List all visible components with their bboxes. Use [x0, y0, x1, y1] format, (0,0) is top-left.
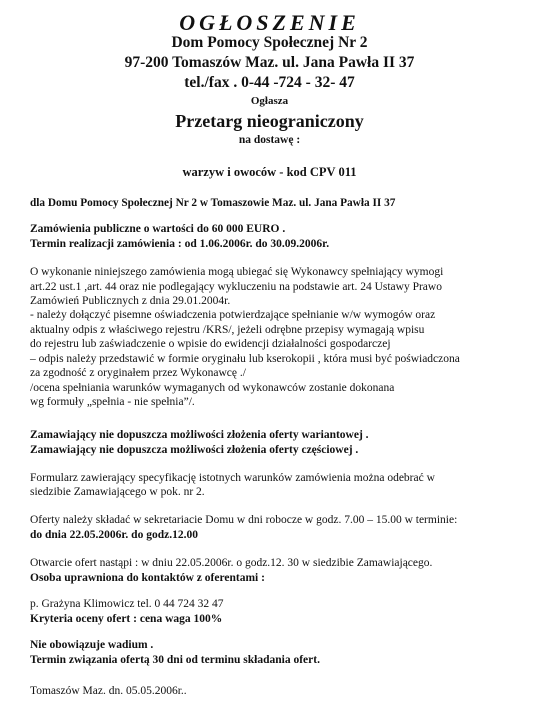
condition-line: art.22 ust.1 ,art. 44 oraz nie podlegający wykluczeniu na podstawie art. 24 Ustawy Prawo: [30, 281, 442, 293]
opening-line: Otwarcie ofert nastąpi : w dniu 22.05.2006r. o godz.12. 30 w siedzibie Zamawiającego.: [30, 557, 433, 569]
term-line: Termin realizacji zamówienia : od 1.06.2006r. do 30.09.2006r.: [30, 238, 330, 250]
condition-line: aktualny odpis z właściwego rejestru /KRS/, jeżeli odrębne przepisy wymagają wpisu: [30, 324, 425, 336]
evaluation-criteria: Kryteria oceny ofert : cena waga 100%: [30, 613, 223, 625]
announces-label: Ogłasza: [250, 95, 289, 107]
value-line: Zamówienia publiczne o wartości do 60 000 EURO .: [30, 223, 286, 235]
offers-deadline: do dnia 22.05.2006r. do godz.12.00: [30, 529, 198, 541]
place-and-date: Tomaszów Maz. dn. 05.05.2006r..: [30, 685, 187, 697]
condition-line: Zamówień Publicznych z dnia 29.01.2004r.: [30, 295, 231, 307]
document-title: OGŁOSZENIE: [179, 10, 360, 35]
condition-line: za zgodność z oryginałem przez Wykonawcę ./: [30, 367, 246, 379]
tender-subject: warzyw i owoców - kod CPV 011: [182, 165, 357, 179]
binding-period-line: Termin związania ofertą 30 dni od terminu składania ofert.: [30, 654, 320, 666]
condition-line: wg formuły „spełnia - nie spełnia”/.: [30, 396, 195, 408]
no-variant-offers: Zamawiający nie dopuszcza możliwości złożenia oferty wariantowej .: [30, 429, 369, 441]
organization-address: 97-200 Tomaszów Maz. ul. Jana Pawła II 37: [124, 54, 415, 71]
condition-line: /ocena spełniania warunków wymaganych od wykonawców zostanie dokonana: [30, 382, 395, 394]
condition-line: - należy dołączyć pisemne oświadczenia potwierdzające spełnianie w/w wymogów oraz: [30, 309, 436, 321]
no-deposit-line: Nie obowiązuje wadium .: [30, 639, 154, 651]
no-partial-offers: Zamawiający nie dopuszcza możliwości złożenia oferty częściowej .: [30, 444, 359, 456]
offers-submission-line: Oferty należy składać w sekretariacie Domu w dni robocze w godz. 7.00 – 15.00 w terminie:: [30, 514, 458, 526]
delivery-label: na dostawę :: [238, 134, 301, 146]
condition-line: O wykonanie niniejszego zamówienia mogą ubiegać się Wykonawcy spełniający wymogi: [30, 266, 444, 278]
organization-phone: tel./fax . 0-44 -724 - 32- 47: [184, 74, 355, 91]
contact-label: Osoba uprawniona do kontaktów z oferentami :: [30, 572, 265, 584]
specification-line: Formularz zawierający specyfikację istotnych warunków zamówienia można odebrać w: [30, 472, 435, 484]
contact-person: p. Grażyna Klimowicz tel. 0 44 724 32 47: [30, 598, 224, 610]
recipient-line: dla Domu Pomocy Społecznej Nr 2 w Tomaszowie Maz. ul. Jana Pawła II 37: [30, 197, 396, 209]
condition-line: – odpis należy przedstawić w formie oryginału lub kserokopii , która musi być poświadczona: [30, 353, 460, 365]
organization-name: Dom Pomocy Społecznej Nr 2: [171, 34, 368, 51]
specification-line: siedzibie Zamawiającego w pok. nr 2.: [30, 486, 205, 498]
tender-title: Przetarg nieograniczony: [175, 111, 364, 131]
condition-line: do rejestru lub zaświadczenie o wpisie do ewidencji działalności gospodarczej: [30, 338, 391, 350]
